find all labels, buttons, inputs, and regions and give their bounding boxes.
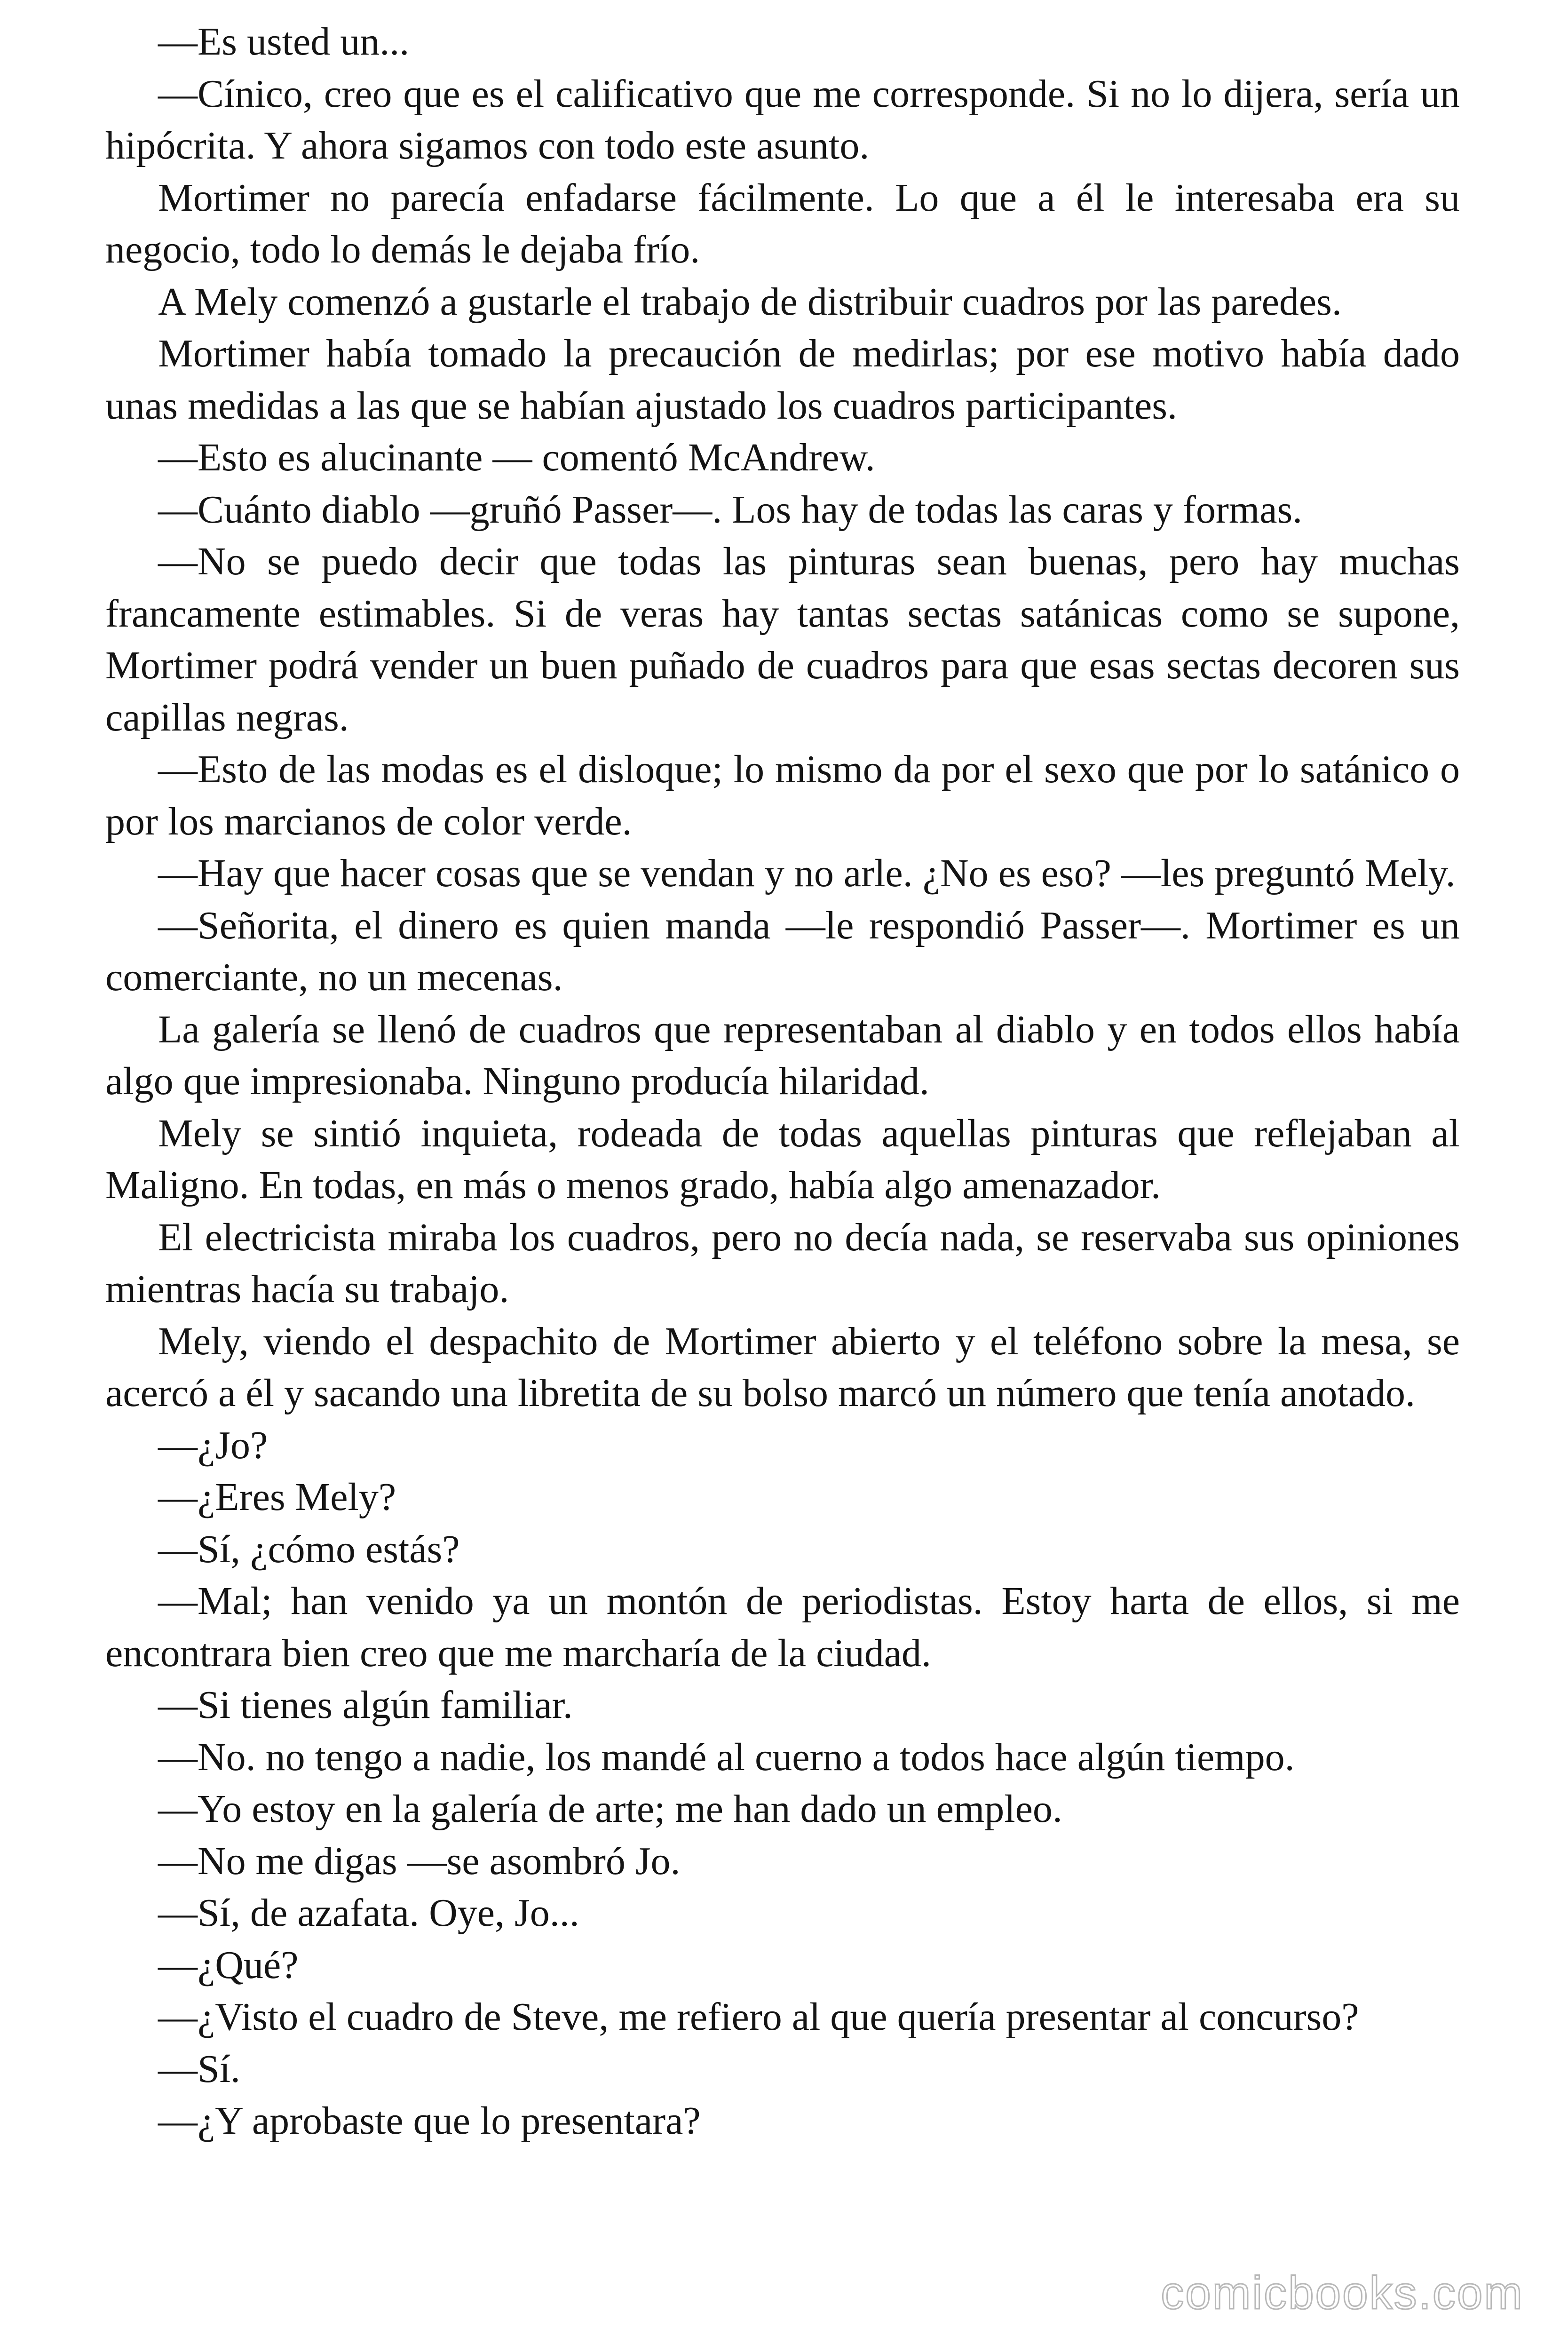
paragraph: Mely se sintió inquieta, rodeada de todas aquellas pinturas que reflejaban al Maligno. En todas, en más o menos grado, había algo amenazador. [105, 1111, 1460, 1207]
paragraph: A Mely comenzó a gustarle el trabajo de distribuir cuadros por las paredes. [158, 279, 1342, 324]
watermark: comicbooks.com [1161, 2267, 1524, 2319]
paragraph: —Sí. [158, 2047, 241, 2091]
paragraph: —Señorita, el dinero es quien manda —le respondió Passer—. Mortimer es un comerciante, no un mecenas. [105, 903, 1460, 999]
paragraph: Mortimer no parecía enfadarse fácilmente. Lo que a él le interesaba era su negocio, todo lo demás le dejaba frío. [105, 175, 1460, 271]
paragraph: Mortimer había tomado la precaución de medirlas; por ese motivo había dado unas medidas a las que se habían ajustado los cuadros participantes. [105, 332, 1460, 428]
paragraph: —Es usted un... [158, 20, 410, 64]
paragraph: —Cínico, creo que es el calificativo que me corresponde. Si no lo dijera, sería un hipócrita. Y ahora sigamos con todo este asunto. [105, 72, 1460, 167]
paragraph: —Esto de las modas es el disloque; lo mismo da por el sexo que por lo satánico o por los marcianos de color verde. [105, 747, 1460, 843]
page-text [105, 16, 1460, 2147]
paragraph: —Esto es alucinante — comentó McAndrew. [158, 436, 875, 479]
paragraph: —Hay que hacer cosas que se vendan y no arle. ¿No es eso? —les preguntó Mely. [158, 851, 1456, 895]
paragraph: —Sí, ¿cómo estás? [158, 1527, 460, 1571]
paragraph: El electricista miraba los cuadros, pero no decía nada, se reservaba sus opiniones mientras hacía su trabajo. [105, 1215, 1460, 1311]
paragraph: —¿Qué? [158, 1943, 299, 1987]
paragraph: —Cuánto diablo —gruñó Passer—. Los hay de todas las caras y formas. [158, 487, 1303, 532]
paragraph: —Mal; han venido ya un montón de periodistas. Estoy harta de ellos, si me encontrara bien creo que me marcharía de la ciudad. [105, 1579, 1460, 1675]
paragraph: —¿Visto el cuadro de Steve, me refiero al que quería presentar al concurso? [158, 1995, 1359, 2039]
paragraph: —No. no tengo a nadie, los mandé al cuerno a todos hace algún tiempo. [158, 1735, 1295, 1779]
paragraph: —Si tienes algún familiar. [158, 1683, 573, 1727]
paragraph: La galería se llenó de cuadros que representaban al diablo y en todos ellos había algo que impresionaba. Ninguno producía hilaridad. [105, 1007, 1460, 1103]
paragraph: Mely, viendo el despachito de Mortimer abierto y el teléfono sobre la mesa, se acercó a él y sacando una libretita de su bolso marcó un número que tenía anotado. [105, 1319, 1460, 1415]
paragraph: —No me digas —se asombró Jo. [158, 1839, 681, 1883]
paragraph: —¿Y aprobaste que lo presentara? [158, 2099, 701, 2143]
paragraph: —¿Eres Mely? [158, 1475, 396, 1519]
paragraph: —¿Jo? [158, 1423, 268, 1467]
paragraph: —No se puedo decir que todas las pinturas sean buenas, pero hay muchas francamente estimables. Si de veras hay tantas sectas satánicas como se supone, Mortimer podrá vender un buen puñado de cuadros para que esas sectas decoren sus capillas negras. [105, 540, 1460, 739]
paragraph: —Sí, de azafata. Oye, Jo... [158, 1891, 579, 1935]
paragraph: —Yo estoy en la galería de arte; me han dado un empleo. [158, 1787, 1062, 1831]
